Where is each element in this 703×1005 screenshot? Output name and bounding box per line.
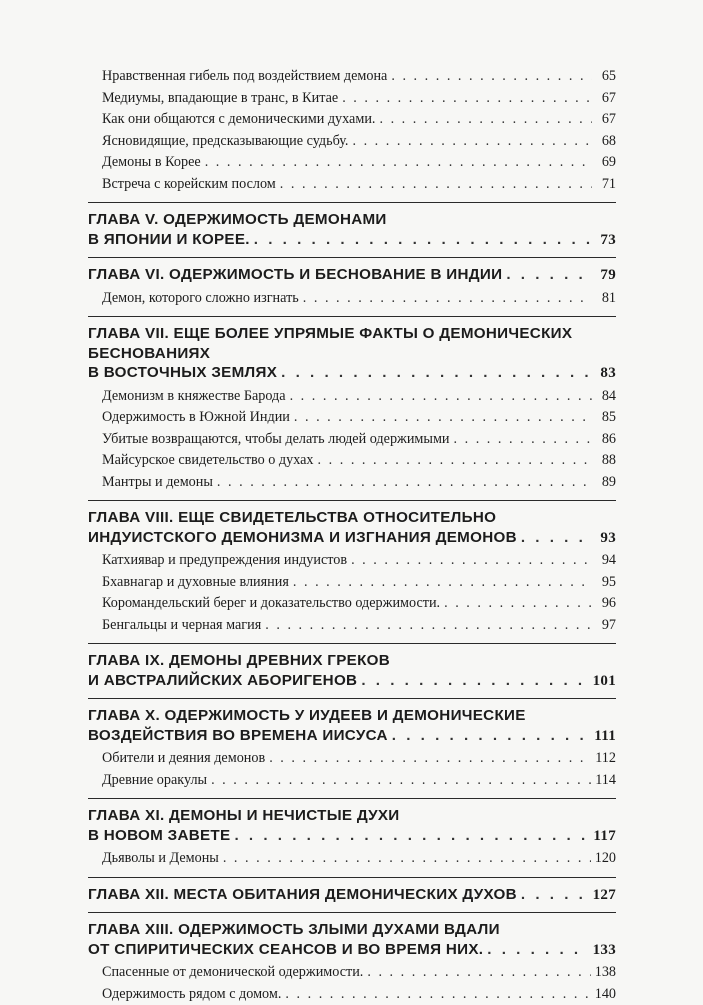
dot-leader <box>285 984 590 1005</box>
dot-leader <box>367 962 590 984</box>
dot-leader <box>391 66 592 88</box>
dot-leader <box>351 550 592 572</box>
dot-leader <box>318 450 592 472</box>
toc-entry-title: Майсурское свидетельство о духах <box>102 450 314 472</box>
chapter-title-row <box>88 885 616 906</box>
dot-leader <box>205 152 592 174</box>
toc-entry-title: Встреча с корейским послом <box>102 174 276 196</box>
toc-entry-title: Нравственная гибель под воздействием демона <box>102 66 387 88</box>
chapter-heading[interactable] <box>88 316 616 384</box>
toc-entry-title: Как они общаются с демоническими духами. <box>102 109 375 131</box>
chapter-page: 73 <box>596 231 616 251</box>
toc-entry[interactable] <box>88 429 616 451</box>
toc-entry-title: Демоны в Корее <box>102 152 201 174</box>
chapter-heading[interactable] <box>88 257 616 286</box>
toc-entry-title: Демонизм в княжестве Барода <box>102 386 286 408</box>
toc-entry[interactable] <box>88 472 616 494</box>
chapter-heading[interactable] <box>88 912 616 960</box>
chapter-page: 93 <box>596 529 616 549</box>
dot-leader <box>506 265 592 285</box>
toc-entry-page: 112 <box>595 748 616 770</box>
toc-entry[interactable] <box>88 550 616 572</box>
chapter-page: 117 <box>593 827 616 847</box>
chapter-title-line: БЕСНОВАНИЯХ <box>88 344 616 364</box>
dot-leader <box>290 386 592 408</box>
dot-leader <box>342 88 592 110</box>
toc-entry-page: 96 <box>596 593 616 615</box>
dot-leader <box>454 429 592 451</box>
toc-entry-title: Бхавнагар и духовные влияния <box>102 572 289 594</box>
toc-entry-title: Катхиявар и предупреждения индуистов <box>102 550 347 572</box>
chapter-page: 79 <box>596 266 616 286</box>
dot-leader <box>265 615 592 637</box>
toc-entry[interactable] <box>88 748 616 770</box>
chapter-title-row <box>88 671 616 692</box>
chapter-title-row <box>88 826 616 847</box>
dot-leader <box>269 748 591 770</box>
toc-entry-page: 84 <box>596 386 616 408</box>
toc-entry-page: 68 <box>596 131 616 153</box>
dot-leader <box>379 109 592 131</box>
chapter-page: 133 <box>593 941 616 961</box>
toc-entry-title: Медиумы, впадающие в транс, в Китае <box>102 88 338 110</box>
dot-leader <box>223 848 591 870</box>
toc-entry-page: 138 <box>595 962 616 984</box>
toc-entry-title: Бенгальцы и черная магия <box>102 615 261 637</box>
dot-leader <box>281 363 592 383</box>
toc-entry-title: Одержимость рядом с домом. <box>102 984 281 1005</box>
chapter-title-last-line: В НОВОМ ЗАВЕТЕ <box>88 826 230 846</box>
toc-entry-page: 140 <box>595 984 616 1005</box>
chapter-page: 127 <box>593 886 616 906</box>
dot-leader <box>521 885 589 905</box>
chapter-title-last-line: ГЛАВА VI. ОДЕРЖИМОСТЬ И БЕСНОВАНИЕ В ИНДИИ <box>88 265 502 285</box>
toc-entry-page: 95 <box>596 572 616 594</box>
chapter-title-line: ГЛАВА XI. ДЕМОНЫ И НЕЧИСТЫЕ ДУХИ <box>88 806 616 826</box>
dot-leader <box>361 671 588 691</box>
dot-leader <box>352 131 592 153</box>
toc-entry-page: 81 <box>596 288 616 310</box>
chapter-heading[interactable] <box>88 500 616 548</box>
chapter-title-line: ГЛАВА XIII. ОДЕРЖИМОСТЬ ЗЛЫМИ ДУХАМИ ВДАЛИ <box>88 920 616 940</box>
toc-entry-title: Древние оракулы <box>102 770 207 792</box>
toc-entry-page: 114 <box>595 770 616 792</box>
chapter-title-row <box>88 726 616 747</box>
chapter-title-row <box>88 940 616 961</box>
toc-entry-page: 120 <box>595 848 616 870</box>
chapter-title-row <box>88 528 616 549</box>
dot-leader <box>293 572 592 594</box>
chapter-title-line: ГЛАВА IX. ДЕМОНЫ ДРЕВНИХ ГРЕКОВ <box>88 651 616 671</box>
dot-leader <box>521 528 592 548</box>
toc-entry[interactable] <box>88 88 616 110</box>
toc-entry[interactable] <box>88 770 616 792</box>
chapter-title-line: ГЛАВА VIII. ЕЩЕ СВИДЕТЕЛЬСТВА ОТНОСИТЕЛЬНО <box>88 508 616 528</box>
dot-leader <box>211 770 591 792</box>
dot-leader <box>444 593 592 615</box>
chapter-title-last-line: В ЯПОНИИ И КОРЕЕ. <box>88 230 250 250</box>
toc-entry[interactable] <box>88 572 616 594</box>
chapter-title-last-line: В ВОСТОЧНЫХ ЗЕМЛЯХ <box>88 363 277 383</box>
toc-entry-page: 65 <box>596 66 616 88</box>
toc-entry-title: Мантры и демоны <box>102 472 213 494</box>
toc-entry-page: 94 <box>596 550 616 572</box>
chapter-page: 101 <box>593 672 616 692</box>
toc-entry[interactable] <box>88 174 616 196</box>
dot-leader <box>392 726 590 746</box>
chapter-heading[interactable] <box>88 877 616 906</box>
chapter-heading[interactable] <box>88 698 616 746</box>
toc-entry-title: Обители и деяния демонов <box>102 748 265 770</box>
toc-entry-title: Убитые возвращаются, чтобы делать людей одержимыми <box>102 429 450 451</box>
toc-entry[interactable] <box>88 615 616 637</box>
toc-entry-title: Одержимость в Южной Индии <box>102 407 290 429</box>
toc-entry[interactable] <box>88 848 616 870</box>
dot-leader <box>234 826 589 846</box>
toc-entry[interactable] <box>88 450 616 472</box>
chapter-title-last-line: И АВСТРАЛИЙСКИХ АБОРИГЕНОВ <box>88 671 357 691</box>
toc-entry-title: Дьяволы и Демоны <box>102 848 219 870</box>
chapter-title-last-line: ВОЗДЕЙСТВИЯ ВО ВРЕМЕНА ИИСУСА <box>88 726 388 746</box>
toc-entry[interactable] <box>88 407 616 429</box>
toc-entry[interactable] <box>88 593 616 615</box>
toc-entry-page: 85 <box>596 407 616 429</box>
chapter-page: 111 <box>594 727 616 747</box>
chapter-title-last-line: ОТ СПИРИТИЧЕСКИХ СЕАНСОВ И ВО ВРЕМЯ НИХ. <box>88 940 483 960</box>
toc-entry[interactable] <box>88 386 616 408</box>
toc-entry-title: Демон, которого сложно изгнать <box>102 288 299 310</box>
chapter-heading[interactable] <box>88 643 616 691</box>
toc-entry-page: 69 <box>596 152 616 174</box>
toc-entry-page: 89 <box>596 472 616 494</box>
toc-entry[interactable] <box>88 962 616 984</box>
chapter-title-last-line: ГЛАВА XII. МЕСТА ОБИТАНИЯ ДЕМОНИЧЕСКИХ ДУХОВ <box>88 885 517 905</box>
chapter-title-row <box>88 265 616 286</box>
dot-leader <box>254 230 592 250</box>
dot-leader <box>217 472 592 494</box>
toc-entry[interactable] <box>88 288 616 310</box>
toc-entry[interactable] <box>88 109 616 131</box>
toc-entry[interactable] <box>88 66 616 88</box>
toc-entry-page: 67 <box>596 109 616 131</box>
dot-leader <box>487 940 588 960</box>
dot-leader <box>280 174 592 196</box>
toc-entry[interactable] <box>88 131 616 153</box>
toc-entry-title: Ясновидящие, предсказывающие судьбу. <box>102 131 348 153</box>
dot-leader <box>294 407 592 429</box>
toc-entry-page: 71 <box>596 174 616 196</box>
toc-entry-page: 88 <box>596 450 616 472</box>
chapter-title-line: ГЛАВА V. ОДЕРЖИМОСТЬ ДЕМОНАМИ <box>88 210 616 230</box>
toc-entry-page: 97 <box>596 615 616 637</box>
toc-entry-title: Спасенные от демонической одержимости. <box>102 962 363 984</box>
chapter-title-row <box>88 230 616 251</box>
chapter-title-row <box>88 363 616 384</box>
toc-entry-page: 86 <box>596 429 616 451</box>
dot-leader <box>303 288 592 310</box>
chapter-title-line: ГЛАВА Х. ОДЕРЖИМОСТЬ У ИУДЕЕВ И ДЕМОНИЧЕСКИЕ <box>88 706 616 726</box>
toc-entry[interactable] <box>88 984 616 1005</box>
toc-entry-page: 67 <box>596 88 616 110</box>
chapter-heading[interactable] <box>88 798 616 846</box>
chapter-title-line: ГЛАВА VII. ЕЩЕ БОЛЕЕ УПРЯМЫЕ ФАКТЫ О ДЕМОНИЧЕСКИХ <box>88 324 616 344</box>
chapter-page: 83 <box>596 364 616 384</box>
toc-entry-title: Коромандельский берег и доказательство одержимости. <box>102 593 440 615</box>
chapter-title-last-line: ИНДУИСТСКОГО ДЕМОНИЗМА И ИЗГНАНИЯ ДЕМОНОВ <box>88 528 517 548</box>
chapter-heading[interactable] <box>88 202 616 250</box>
table-of-contents <box>88 66 616 1005</box>
toc-entry[interactable] <box>88 152 616 174</box>
